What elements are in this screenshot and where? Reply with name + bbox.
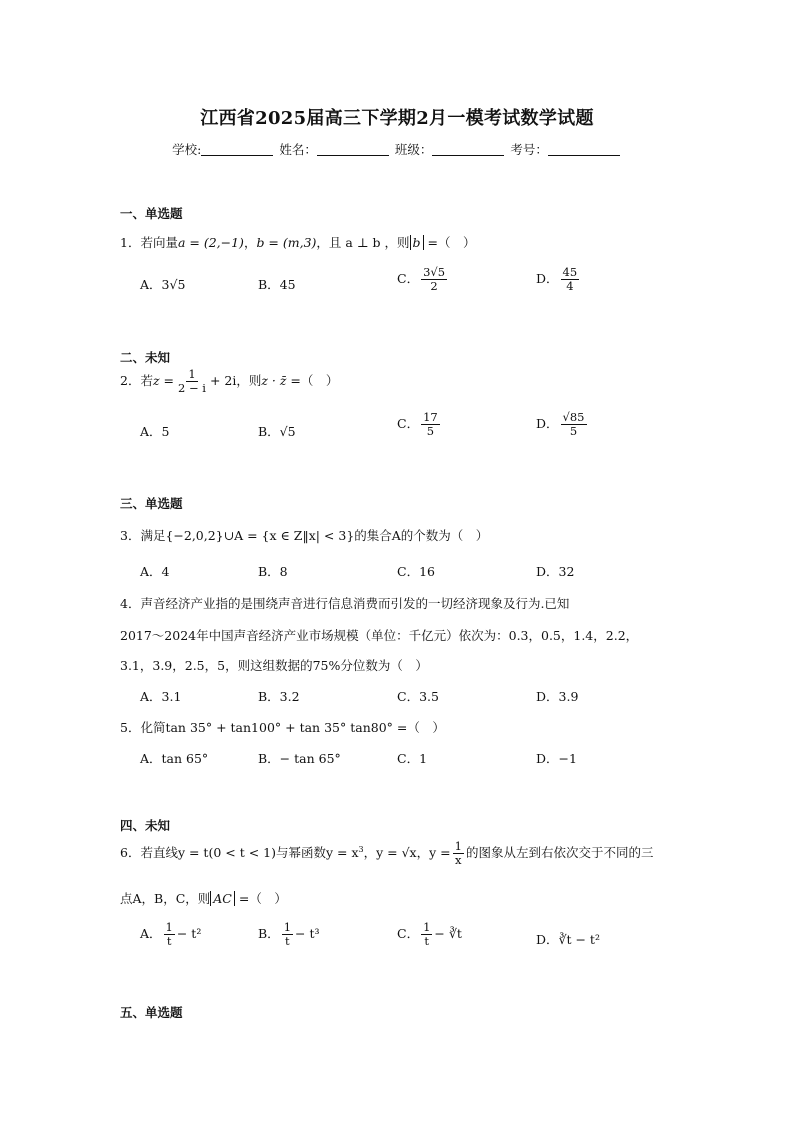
class-label: 班级： (394, 142, 433, 157)
school-label: 学校: (172, 142, 202, 157)
q6-option-b[interactable]: B． $\frac{1}{t}$ − t³ (258, 920, 320, 949)
q1-option-d[interactable]: D． $\frac{45}{4}$ (536, 265, 578, 294)
q3-option-c[interactable]: C．16 (397, 564, 435, 579)
q1-option-c[interactable]: C． $\frac{3√5}{2}$ (397, 265, 446, 294)
class-blank[interactable] (432, 142, 504, 156)
q4-option-b[interactable]: B．3.2 (258, 689, 300, 704)
q6-option-d[interactable]: D．∛t − t² (536, 932, 600, 947)
q3-option-b[interactable]: B．8 (258, 564, 288, 579)
q5-option-d[interactable]: D．−1 (536, 751, 577, 766)
section-heading-3: 三、单选题 (120, 496, 183, 511)
page-title: 江西省2025届高三下学期2月一模考试数学试题 (200, 108, 594, 129)
question-4-line-3: 3.1，3.9，2.5，5，则这组数据的75%分位数为（ ） (120, 658, 428, 673)
section-heading-1: 一、单选题 (120, 206, 183, 221)
student-info-line (0, 140, 794, 158)
q6-option-c[interactable]: C． $\frac{1}{t}$ − ∛t (397, 920, 462, 949)
q1-option-b[interactable]: B．45 (258, 277, 296, 292)
q5-option-b[interactable]: B．− tan 65° (258, 751, 341, 766)
q6-option-a[interactable]: A． $\frac{1}{t}$ − t² (140, 920, 202, 949)
question-6-line-2: 点A，B，C，则 AC =（ ） (120, 891, 287, 906)
section-heading-4: 四、未知 (120, 818, 171, 833)
question-6-line-1: 6．若直线y = t(0 < t < 1)与幂函数$y = x^3$，y = √x，y = $\frac{1}{x}$ 的图象从左到右依次交于不同的三 (120, 839, 654, 868)
q5-option-c[interactable]: C．1 (397, 751, 428, 766)
id-blank[interactable] (548, 142, 620, 156)
q3-option-a[interactable]: A．4 (140, 564, 170, 579)
q2-option-b[interactable]: B．√5 (258, 424, 296, 439)
q2-option-c[interactable]: C． $\frac{17}{5}$ (397, 410, 438, 439)
name-blank[interactable] (317, 142, 389, 156)
question-3-stem: 3．满足{−2,0,2}∪A = {x ∈ Z‖x| < 3}的集合A的个数为（ ） (120, 528, 489, 543)
school-blank[interactable] (201, 142, 273, 156)
q2-option-d[interactable]: D． $\frac{√85}{5}$ (536, 410, 585, 439)
q1-option-a[interactable]: A．3√5 (140, 277, 186, 292)
section-heading-5: 五、单选题 (120, 1005, 183, 1020)
question-1-stem: 1．若向量a = (2,−1)，b = (m,3)，且 a ⊥ b ，则 b =（ ） (120, 235, 476, 250)
q4-option-a[interactable]: A．3.1 (140, 689, 182, 704)
question-5-stem: 5．化简tan 35° + tan100° + tan 35° tan80° =（ ） (120, 720, 445, 735)
question-2-stem: 2．若z = $\frac{1}{2 - i}$ + 2i，则z · z̄ =（ ） (120, 367, 339, 396)
section-heading-2: 二、未知 (120, 350, 171, 365)
q4-option-c[interactable]: C．3.5 (397, 689, 439, 704)
name-label: 姓名： (279, 142, 317, 157)
abs-b: b (410, 235, 424, 250)
q3-option-d[interactable]: D．32 (536, 564, 575, 579)
q2-option-a[interactable]: A．5 (140, 424, 170, 439)
q5-option-a[interactable]: A．tan 65° (140, 751, 209, 766)
id-label: 考号： (510, 142, 548, 157)
question-4-line-1: 4．声音经济产业指的是围绕声音进行信息消费而引发的一切经济现象及行为.已知 (120, 596, 570, 611)
abs-ac: AC (210, 891, 235, 906)
q4-option-d[interactable]: D．3.9 (536, 689, 579, 704)
question-4-line-2: 2017～2024年中国声音经济产业市场规模（单位：千亿元）依次为：0.3，0.5，1.4，2.2， (120, 628, 639, 643)
